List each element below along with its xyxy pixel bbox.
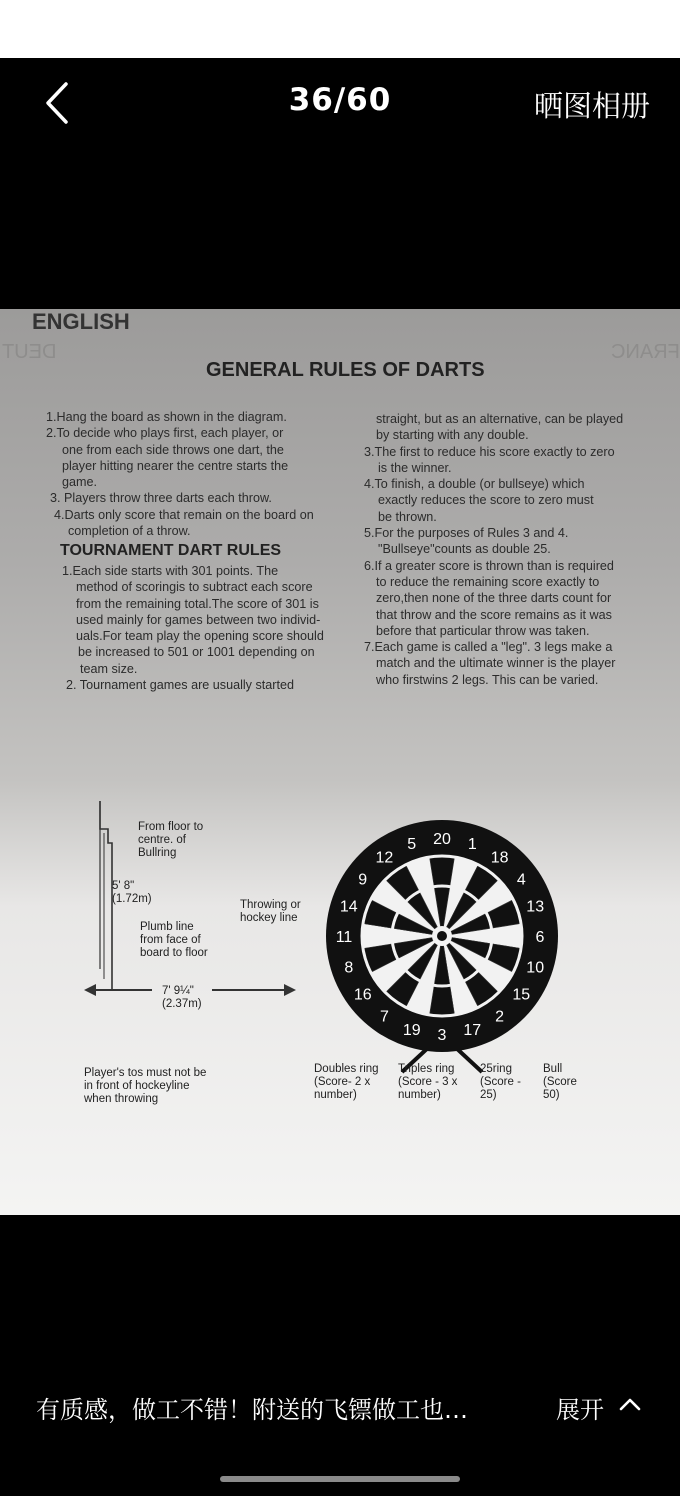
rule-line: is the winner. [378, 460, 452, 475]
rule-line: team size. [80, 661, 138, 676]
plumb-line-label: Plumb line from face of board to floor [140, 921, 208, 959]
rule-line: used mainly for games between two individ- [76, 612, 321, 627]
home-indicator [220, 1476, 460, 1482]
board-number: 20 [433, 831, 451, 848]
rule-line: 3. Players throw three darts each throw. [50, 491, 272, 506]
rule-line: by starting with any double. [376, 428, 529, 443]
album-link[interactable]: 晒图相册 [533, 89, 650, 123]
rule-line: 1.Each side starts with 301 points. The [62, 564, 279, 578]
board-number: 16 [353, 986, 372, 1004]
image-counter: 36/60 [288, 82, 392, 118]
rule-line: 3.The first to reduce his score exactly to zero [364, 444, 615, 459]
rule-line: game. [62, 475, 98, 490]
expand-button[interactable]: 展开 [556, 1396, 604, 1424]
rule-line: be thrown. [378, 509, 437, 524]
hockey-line-label: Throwing or hockey line [240, 899, 301, 924]
rule-line: 1.Hang the board as shown in the diagram. [46, 410, 287, 424]
viewer-header [0, 58, 680, 148]
rule-line: exactly reduces the score to zero must [378, 493, 594, 508]
rule-line: one from each side throws one dart, the [62, 442, 284, 457]
rule-line: uals.For team play the opening score should [76, 629, 324, 644]
rule-line: that throw and the score remains as it was [376, 607, 612, 622]
rule-line: 2. Tournament games are usually started [66, 678, 294, 693]
height-label: 5' 8" (1.72m) [112, 880, 152, 905]
board-number: 7 [379, 1008, 389, 1026]
rule-line: 2.To decide who plays first, each player, or [46, 426, 284, 441]
rule-line: 7.Each game is called a "leg". 3 legs make a [364, 640, 613, 655]
board-number: 15 [512, 986, 531, 1004]
bull [437, 931, 447, 941]
board-number: 1 [467, 835, 477, 853]
board-number: 5 [407, 835, 417, 853]
board-number: 3 [437, 1027, 447, 1044]
board-number: 10 [526, 959, 545, 977]
rule-line: be increased to 501 or 1001 depending on [78, 645, 315, 660]
rule-line: from the remaining total.The score of 301 is [76, 596, 319, 611]
board-number: 9 [358, 871, 368, 889]
review-text: 有质感，做工不错！附送的飞镖做工也… [36, 1396, 468, 1424]
rule-line: player hitting nearer the centre starts the [62, 458, 289, 473]
status-bar [0, 0, 680, 58]
rule-line: zero,then none of the three darts count for [376, 591, 612, 606]
bleed-through-text-right: FRANC [611, 341, 680, 363]
tournament-heading: TOURNAMENT DART RULES [60, 542, 282, 559]
board-number: 14 [339, 898, 358, 916]
rule-line: completion of a throw. [68, 524, 191, 539]
rule-line: who firstwins 2 legs. This can be varied. [376, 672, 599, 687]
rule-line: before that particular throw was taken. [376, 623, 590, 638]
rule-line: 6.If a greater score is thrown than is required [364, 558, 614, 573]
rule-line: 4.Darts only score that remain on the board on [54, 507, 314, 522]
bleed-through-text-left: DEUT [2, 341, 57, 363]
distance-label: 7' 9¼" (2.37m) [162, 985, 202, 1010]
triples-ring-label: Triples ring (Score - 3 x number) [398, 1063, 458, 1101]
board-number: 6 [535, 929, 545, 946]
chevron-up-icon[interactable] [618, 1396, 642, 1412]
board-number: 4 [516, 871, 526, 889]
rules-title: GENERAL RULES OF DARTS [206, 359, 485, 381]
board-number: 17 [463, 1022, 482, 1040]
rule-line: "Bullseye"counts as double 25. [378, 542, 551, 557]
board-number: 18 [490, 849, 509, 867]
language-heading: ENGLISH [32, 309, 130, 334]
rule-line: match and the ultimate winner is the player [376, 656, 616, 671]
board-number: 8 [344, 959, 354, 977]
toe-line-note: Player's tos must not be in front of hockeyline when throwing [84, 1067, 207, 1105]
product-photo[interactable] [0, 309, 680, 1215]
board-number: 13 [526, 898, 545, 916]
ring-25-label: 25ring (Score - 25) [480, 1063, 521, 1101]
bull-label: Bull (Score 50) [543, 1063, 577, 1101]
rule-line: 5.For the purposes of Rules 3 and 4. [364, 526, 569, 541]
board-number: 12 [375, 849, 394, 867]
rule-line: straight, but as an alternative, can be played [376, 412, 624, 426]
doubles-ring-label: Doubles ring (Score- 2 x number) [314, 1063, 379, 1101]
board-number: 11 [335, 929, 353, 946]
board-number: 2 [495, 1008, 505, 1026]
board-number: 19 [402, 1022, 421, 1040]
rule-line: 4.To finish, a double (or bullseye) which [364, 477, 585, 492]
rule-line: to reduce the remaining score exactly to [376, 574, 600, 589]
floor-to-centre-label: From floor to centre. of Bullring [138, 821, 204, 859]
rule-line: method of scoringis to subtract each score [76, 580, 313, 595]
